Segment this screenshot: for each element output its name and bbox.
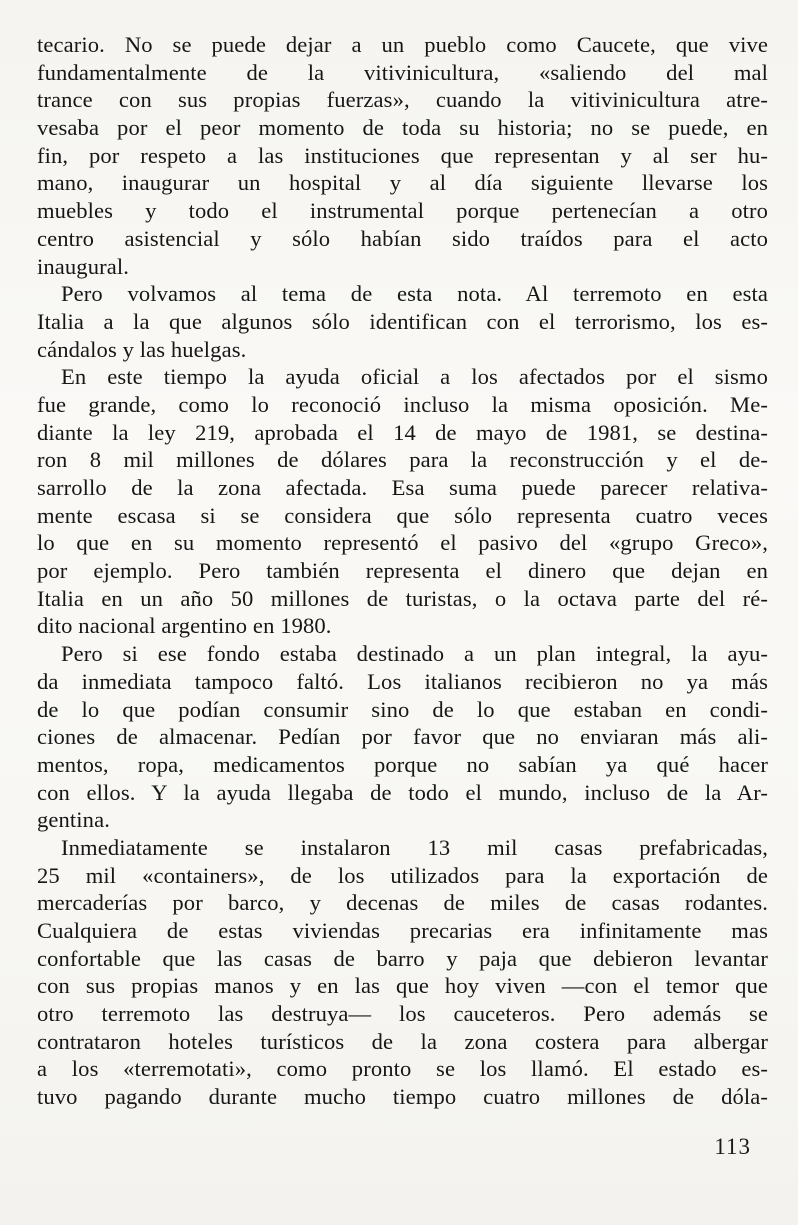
text-line: fundamentalmente de la vitivinicultura, «saliendo del mal — [37, 59, 768, 85]
text-line: ron 8 mil millones de dólares para la reconstrucción y el de- — [37, 447, 768, 473]
text-line: mano, inaugurar un hospital y al día siguiente llevarse los — [37, 170, 768, 196]
text-line: otro terremoto las destruya— los cauceteros. Pero además se — [37, 1001, 768, 1027]
text-line: 25 mil «containers», de los utilizados para la exportación de — [37, 862, 768, 888]
text-line: lo que en su momento representó el pasivo del «grupo Greco», — [37, 530, 768, 556]
text-line: contrataron hoteles turísticos de la zona costera para albergar — [37, 1028, 768, 1054]
text-line: Cualquiera de estas viviendas precarias era infinitamente mas — [37, 918, 768, 943]
text-line: fue grande, como lo reconoció incluso la misma oposición. Me- — [37, 391, 768, 417]
text-line: tecario. No se puede dejar a un pueblo como Caucete, que vive — [37, 32, 768, 57]
text-line: inaugural. — [37, 253, 129, 279]
text-line: sarrollo de la zona afectada. Esa suma puede parecer relativa- — [37, 475, 768, 500]
text-line: dito nacional argentino en 1980. — [37, 613, 332, 639]
text-line: por ejemplo. Pero también representa el dinero que dejan en — [37, 558, 768, 584]
text-line: de lo que podían consumir sino de lo que estaban en condi- — [37, 696, 768, 722]
text-line: Inmediatamente se instalaron 13 mil casas prefabricadas, — [61, 834, 768, 860]
text-line: ciones de almacenar. Pedían por favor que no enviaran más ali- — [37, 724, 768, 750]
text-line: mercaderías por barco, y decenas de miles de casas rodantes. — [37, 890, 768, 916]
text-line: con ellos. Y la ayuda llegaba de todo el mundo, incluso de la Ar- — [37, 779, 768, 805]
text-line: mentos, ropa, medicamentos porque no sabían ya qué hacer — [37, 751, 768, 777]
text-line: confortable que las casas de barro y paja que debieron levantar — [37, 945, 768, 971]
text-line: centro asistencial y sólo habían sido traídos para el acto — [37, 225, 768, 251]
text-line: fin, por respeto a las instituciones que representan y al ser hu- — [37, 142, 768, 168]
text-line: Pero volvamos al tema de esta nota. Al terremoto en esta — [61, 281, 768, 307]
text-line: Italia en un año 50 millones de turistas, o la octava parte del ré- — [37, 585, 768, 611]
text-line: vesaba por el peor momento de toda su historia; no se puede, en — [37, 115, 768, 141]
text-line: Italia a la que algunos sólo identifican con el terrorismo, los es- — [37, 308, 768, 334]
text-line: tuvo pagando durante mucho tiempo cuatro millones de dóla- — [37, 1084, 768, 1110]
text-line: trance con sus propias fuerzas», cuando la vitivinicultura atre- — [37, 87, 768, 113]
text-line: gentina. — [37, 807, 110, 833]
body-text — [37, 31, 768, 1111]
text-line: En este tiempo la ayuda oficial a los afectados por el sismo — [61, 364, 768, 390]
text-line: cándalos y las huelgas. — [37, 336, 247, 362]
text-line: mente escasa si se considera que sólo representa cuatro veces — [37, 502, 768, 528]
text-line: a los «terremotati», como pronto se los llamó. El estado es- — [37, 1056, 768, 1082]
text-line: muebles y todo el instrumental porque pertenecían a otro — [37, 198, 768, 224]
text-line: diante la ley 219, aprobada el 14 de mayo de 1981, se destina- — [37, 419, 768, 445]
text-line: da inmediata tampoco faltó. Los italianos recibieron no ya más — [37, 668, 768, 694]
page-number: 113 — [714, 1134, 751, 1159]
text-line: con sus propias manos y en las que hoy viven —con el temor que — [37, 973, 768, 999]
text-line: Pero si ese fondo estaba destinado a un plan integral, la ayu- — [61, 641, 768, 667]
